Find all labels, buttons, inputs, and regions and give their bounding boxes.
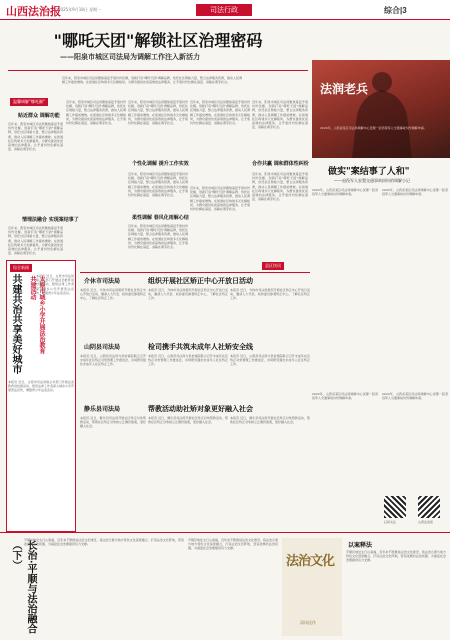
county-3-title: 帮教活动助社矫对象更好融入社会 bbox=[148, 404, 253, 413]
article-col-3c: 近年来，阳泉市城区司法局聚焦基层矛盾纠纷化解，创新打造"哪吒天团"调解品牌，依托社区网格力量，整合法律服务资源，推动人民调解工作提质增效。在街道社区构建多元化解格局，为群众提供优质高效的法律服务，让矛盾纠纷化解在基层、消除在萌芽状态。 bbox=[128, 224, 188, 250]
sidebar-col-top: 本报讯 近日，太原市司法局联合多部门开展法治教育进校园活动，组织法律工作者深入城乡小学开展普法宣传，增强青少年法治意识。 bbox=[36, 274, 74, 295]
county-1-text-b: 本报讯 近日，介休市司法局组织开展社区矫正中心开放日活动，邀请人大代表、政协委员参观矫正中心，了解社区矫正工作。 bbox=[148, 288, 228, 301]
feature-caption: 2024年，山西省某区司法局调解中心受理一起退役军人交通事故纠纷调解申请。 bbox=[320, 126, 427, 130]
county-1-text: 本报讯 近日，介休市司法局组织开展社区矫正中心开放日活动，邀请人大代表、政协委员参观矫正中心，了解社区矫正工作。 bbox=[80, 288, 146, 301]
county-3-text-b: 本报讯 近日，静乐县司法局开展社区矫正对象帮教活动，帮助社区矫正对象树立正确价值观，更好融入社会。 bbox=[148, 416, 228, 425]
feature-title: 法润老兵 bbox=[320, 82, 369, 96]
subhead-3: 柔性调解 春风化雨解心结 bbox=[132, 215, 189, 221]
masthead: 山西法治报 bbox=[6, 5, 61, 18]
article-col-3a: 近年来，阳泉市城区司法局聚焦基层矛盾纠纷化解，创新打造"哪吒天团"调解品牌，依托社区网格力量，整合法律服务资源，推动人民调解工作提质增效。在街道社区构建多元化解格局，为群众提供优质高效的法律服务，让矛盾纠纷化解在基层、消除在萌芽状态。 bbox=[128, 100, 188, 126]
subhead-4: 合作共赢 调和群体性纠纷 bbox=[252, 161, 309, 167]
feature-col-1: 2024年，山西省某区司法局调解中心受理一起退役军人交通事故纠纷调解申请。 bbox=[312, 188, 378, 197]
article-col-5a: 近年来，阳泉市城区司法局聚焦基层矛盾纠纷化解，创新打造"哪吒天团"调解品牌，依托社区网格力量，整合法律服务资源，推动人民调解工作提质增效。在街道社区构建多元化解格局，为群众提供优质高效的法律服务，让矛盾纠纷化解在基层、消除在萌芽状态。 bbox=[252, 100, 308, 130]
county-3-name: 静乐县司法局 bbox=[84, 406, 121, 413]
feature-col-2: 2024年，山西省某区司法局调解中心受理一起退役军人交通事故纠纷调解申请。 bbox=[382, 188, 448, 197]
bottom-col-1: 平顺县地处太行山南端，近年来不断推进法治文化建设，将法治元素与地方特色文化深度融合，打造法治文化阵地，营造浓厚的法治氛围，为基层社会治理提供有力支撑。 bbox=[24, 538, 184, 547]
county-2-text-b: 本报讯 近日，山阴县司法局与县检察院联合召开未成年社区矫正对象管理工作推进会，共同研究强化未成年人社区矫正工作。 bbox=[148, 354, 228, 367]
right-col-lower-1: 2024年，山西省某区司法局调解中心受理一起退役军人交通事故纠纷调解申请。 bbox=[312, 392, 378, 401]
county-1-text-c: 本报讯 近日，介休市司法局组织开展社区矫正中心开放日活动，邀请人大代表、政协委员参观矫正中心，了解社区矫正工作。 bbox=[230, 288, 310, 301]
feature-subtitle-2: ——退役军人安置交通事故纠纷的调解小记 bbox=[334, 178, 410, 183]
feature-subtitle: 做实"案结事了人和" bbox=[328, 167, 410, 177]
qr-label-2: 山西法治报 bbox=[418, 520, 434, 524]
main-headline: "哪吒天团"解锁社区治理密码 bbox=[53, 31, 263, 50]
county-2-text-c: 本报讯 近日，山阴县司法局与县检察院联合召开未成年社区矫正对象管理工作推进会，共同研究强化未成年人社区矫正工作。 bbox=[230, 354, 310, 367]
article-col-3b: 近年来，阳泉市城区司法局聚焦基层矛盾纠纷化解，创新打造"哪吒天团"调解品牌，依托社区网格力量，整合法律服务资源，推动人民调解工作提质增效。在街道社区构建多元化解格局，为群众提供优质高效的法律服务，让矛盾纠纷化解在基层、消除在萌芽状态。 bbox=[128, 172, 188, 198]
article-col-2: 近年来，阳泉市城区司法局聚焦基层矛盾纠纷化解，创新打造"哪吒天团"调解品牌，依托社区网格力量，整合法律服务资源，推动人民调解工作提质增效。在街道社区构建多元化解格局，为群众提供优质高效的法律服务，让矛盾纠纷化解在基层、消除在萌芽状态。 bbox=[66, 100, 126, 126]
article-col-4b: 近年来，阳泉市城区司法局聚焦基层矛盾纠纷化解，创新打造"哪吒天团"调解品牌，依托社区网格力量，整合法律服务资源，推动人民调解工作提质增效。在街道社区构建多元化解格局，为群众提供优质高效的法律服务，让矛盾纠纷化解在基层、消除在萌芽状态。 bbox=[190, 186, 250, 212]
subhead-5: 情理法融合 实现案结事了 bbox=[22, 217, 79, 223]
subhead-2: 个性化调解 提升工作实效 bbox=[132, 161, 189, 167]
county-2-name: 山阴县司法局 bbox=[84, 344, 121, 351]
bottom-divider bbox=[0, 532, 450, 533]
page-label: 综合|3 bbox=[384, 6, 407, 15]
art-title: 法治文化 bbox=[286, 554, 335, 569]
art-subtitle: 清风佳作 bbox=[300, 620, 316, 625]
main-subtitle: ——阳泉市城区司法局为调解工作注入新活力 bbox=[60, 52, 200, 61]
qr-code-1 bbox=[384, 496, 406, 518]
county-2-title: 检司携手共筑未成年人社矫安全线 bbox=[148, 342, 253, 351]
county-divider bbox=[80, 272, 310, 273]
article-col-5b: 近年来，阳泉市城区司法局聚焦基层矛盾纠纷化解，创新打造"哪吒天团"调解品牌，依托社区网格力量，整合法律服务资源，推动人民调解工作提质增效。在街道社区构建多元化解格局，为群众提供优质高效的法律服务，让矛盾纠纷化解在基层、消除在萌芽状态。 bbox=[252, 172, 308, 202]
bottom-vertical-title: 长治·平顺与法治融合（下） bbox=[10, 540, 36, 634]
brief-title: 以案释法 bbox=[348, 542, 373, 549]
sidebar-vertical-title: 共建共治共享美好城市 bbox=[10, 274, 21, 374]
county-news-tag: 县区快讯 bbox=[262, 262, 284, 270]
section-label: 司法行政 bbox=[196, 4, 252, 16]
article-col-1: 近年来，阳泉市城区司法局聚焦基层矛盾纠纷化解，创新打造"哪吒天团"调解品牌，依托社区网格力量，整合法律服务资源，推动人民调解工作提质增效。在街道社区构建多元化解格局，为群众提供优质高效的法律服务，让矛盾纠纷化解在基层、消除在萌芽状态。 bbox=[8, 122, 63, 152]
subhead-1: 贴近群众 调解功能 bbox=[18, 113, 60, 119]
county-3-text: 本报讯 近日，静乐县司法局开展社区矫正对象帮教活动，帮助社区矫正对象树立正确价值观，更好融入社会。 bbox=[80, 416, 146, 429]
article-col-4a: 近年来，阳泉市城区司法局聚焦基层矛盾纠纷化解，创新打造"哪吒天团"调解品牌，依托社区网格力量，整合法律服务资源，推动人民调解工作提质增效。在街道社区构建多元化解格局，为群众提供优质高效的法律服务，让矛盾纠纷化解在基层、消除在萌芽状态。 bbox=[190, 100, 250, 126]
right-col-lower-2: 2024年，山西省某区司法局调解中心受理一起退役军人交通事故纠纷调解申请。 bbox=[382, 392, 448, 401]
county-3-text-c: 本报讯 近日，静乐县司法局开展社区矫正对象帮教活动，帮助社区矫正对象树立正确价值观，更好融入社会。 bbox=[230, 416, 310, 425]
county-1-title: 组织开展社区矫正中心开放日活动 bbox=[148, 276, 253, 285]
sidebar-col-bottom: 本报讯 近日，太原市司法局联合多部门开展法治教育进校园活动，组织法律工作者深入城乡小学开展普法宣传，增强青少年法治意识。 bbox=[8, 380, 74, 393]
bottom-col-3: 平顺县地处太行山南端，近年来不断推进法治文化建设，将法治元素与地方特色文化深度融合，打造法治文化阵地，营造浓厚的法治氛围，为基层社会治理提供有力支撑。 bbox=[346, 550, 446, 563]
divider bbox=[8, 70, 308, 72]
sidebar-title: 太原市城乡小学开展法治教育共建活动 bbox=[29, 276, 45, 354]
sidebar-tag: 综合新闻 bbox=[10, 264, 32, 272]
qr-label-1: 扫码关注 bbox=[384, 520, 397, 524]
article-lead: 近年来，阳泉市城区司法局聚焦基层矛盾纠纷化解，创新打造"哪吒天团"调解品牌，依托社区网格力量，整合法律服务资源，推动人民调解工作提质增效。在街道社区构建多元化解格局，为群众提供优质高效的法律服务，让矛盾纠纷化解在基层、消除在萌芽状态。 bbox=[62, 76, 242, 85]
article-col-1b: 近年来，阳泉市城区司法局聚焦基层矛盾纠纷化解，创新打造"哪吒天团"调解品牌，依托社区网格力量，整合法律服务资源，推动人民调解工作提质增效。在街道社区构建多元化解格局，为群众提供优质高效的法律服务，让矛盾纠纷化解在基层、消除在萌芽状态。 bbox=[8, 226, 63, 256]
issue-date: 2025年9月18日 星期一 bbox=[58, 7, 102, 12]
article-tag: 温馨调解"哪吒圈" bbox=[10, 98, 48, 106]
county-1-name: 介休市司法局 bbox=[84, 278, 121, 285]
qr-code-2 bbox=[418, 496, 440, 518]
county-2-text: 本报讯 近日，山阴县司法局与县检察院联合召开未成年社区矫正对象管理工作推进会，共同研究强化未成年人社区矫正工作。 bbox=[80, 354, 146, 367]
bottom-col-2: 平顺县地处太行山南端，近年来不断推进法治文化建设，将法治元素与地方特色文化深度融合，打造法治文化阵地，营造浓厚的法治氛围，为基层社会治理提供有力支撑。 bbox=[188, 538, 278, 551]
